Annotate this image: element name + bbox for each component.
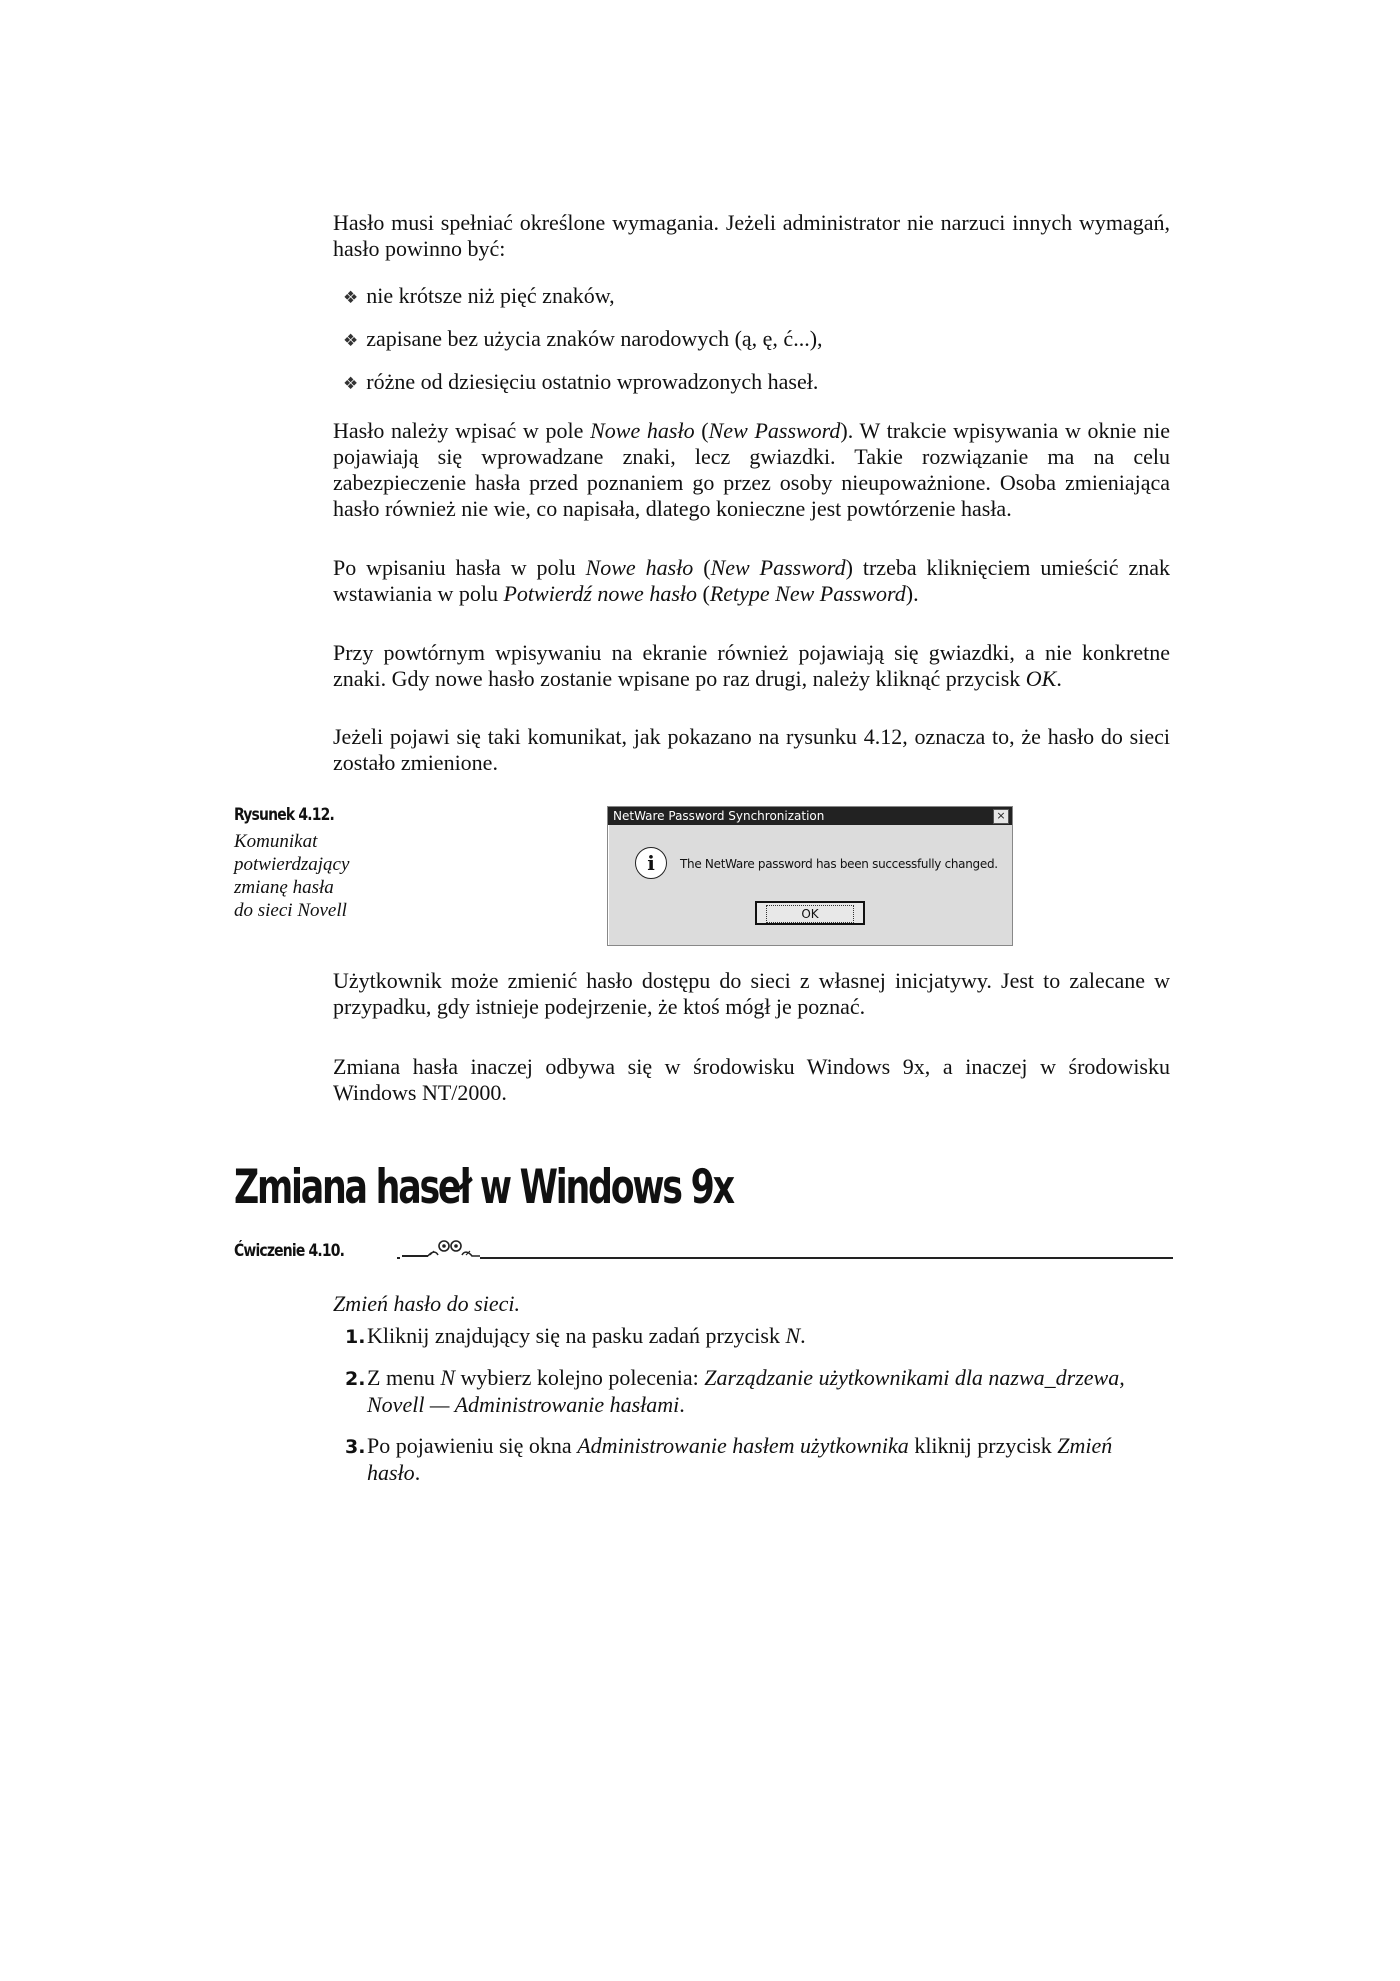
- exercise-divider: [397, 1257, 1173, 1259]
- bullet-icon: ❖: [343, 374, 359, 394]
- requirements-list: [343, 283, 1163, 412]
- list-item: ❖ różne od dziesięciu ostatnio wprowadzonych haseł.: [343, 369, 819, 394]
- section-heading: Zmiana haseł w Windows 9x: [234, 1160, 733, 1215]
- list-item: ❖ nie krótsze niż pięć znaków,: [343, 283, 615, 308]
- ok-button[interactable]: OK: [755, 901, 865, 925]
- figure-caption: Komunikat potwierdzający zmianę hasła do sieci Novell: [234, 831, 350, 921]
- close-icon[interactable]: ×: [993, 809, 1009, 824]
- bullet-icon: ❖: [343, 288, 359, 308]
- dialog-message: The NetWare password has been successfully changed.: [680, 857, 998, 871]
- exercise-task: Zmień hasło do sieci.: [333, 1291, 520, 1316]
- dialog-title: NetWare Password Synchronization: [613, 809, 825, 823]
- step-number: 3.: [345, 1436, 366, 1458]
- info-icon: i: [635, 847, 667, 879]
- exercise-steps: [345, 1323, 1165, 1501]
- paragraph-retype-password: Po wpisaniu hasła w polu Nowe hasło (New Password) trzeba kliknięciem umieścić znak wstawiania w polu Potwierdź nowe hasło (Retype New Password).: [333, 555, 1170, 606]
- intro-paragraph: Hasło musi spełniać określone wymagania. Jeżeli administrator nie narzuci innych wymagań, hasło powinno być:: [333, 210, 1170, 261]
- list-item: ❖ zapisane bez użycia znaków narodowych (ą, ę, ć...),: [343, 326, 823, 351]
- dialog-title-bar: [608, 807, 1012, 825]
- ornament-icon: [400, 1237, 480, 1259]
- paragraph-new-password: Hasło należy wpisać w pole Nowe hasło (New Password). W trakcie wpisywania w oknie nie pojawiają się wprowadzane znaki, lecz gwiazdki. Takie rozwiązanie ma na celu zabezpieczenie hasła przed poznaniem go przez osoby nieupoważnione. Osoba zmieniająca hasło również nie wie, co napisała, dlatego konieczne jest powtórzenie hasła.: [333, 418, 1171, 521]
- figure-label: Rysunek 4.12.: [234, 805, 334, 825]
- paragraph-message-info: Jeżeli pojawi się taki komunikat, jak pokazano na rysunku 4.12, oznacza to, że hasło do sieci zostało zmienione.: [333, 724, 1170, 775]
- exercise-step-3: 3.Po pojawieniu się okna Administrowanie hasłem użytkownika kliknij przycisk Zmień hasło.: [345, 1433, 1113, 1485]
- paragraph-second-entry: Przy powtórnym wpisywaniu na ekranie również pojawiają się gwiazdki, a nie konkretne znaki. Gdy nowe hasło zostanie wpisane po raz drugi, należy kliknąć przycisk OK.: [333, 640, 1170, 691]
- paragraph-user-change: Użytkownik może zmienić hasło dostępu do sieci z własnej inicjatywy. Jest to zalecane w przypadku, gdy istnieje podejrzenie, że ktoś mógł je poznać.: [333, 968, 1170, 1019]
- step-number: 2.: [345, 1368, 366, 1390]
- step-number: 1.: [345, 1326, 366, 1348]
- paragraph-environments: Zmiana hasła inaczej odbywa się w środowisku Windows 9x, a inaczej w środowisku Windows NT/2000.: [333, 1054, 1170, 1105]
- exercise-step-1: 1.Kliknij znajdujący się na pasku zadań przycisk N.: [345, 1323, 806, 1348]
- password-sync-dialog: [607, 806, 1013, 946]
- exercise-step-2: 2.Z menu N wybierz kolejno polecenia: Zarządzanie użytkownikami dla nazwa_drzewa, Novell — Administrowanie hasłami.: [345, 1365, 1125, 1417]
- bullet-icon: ❖: [343, 331, 359, 351]
- exercise-label: Ćwiczenie 4.10.: [234, 1241, 345, 1261]
